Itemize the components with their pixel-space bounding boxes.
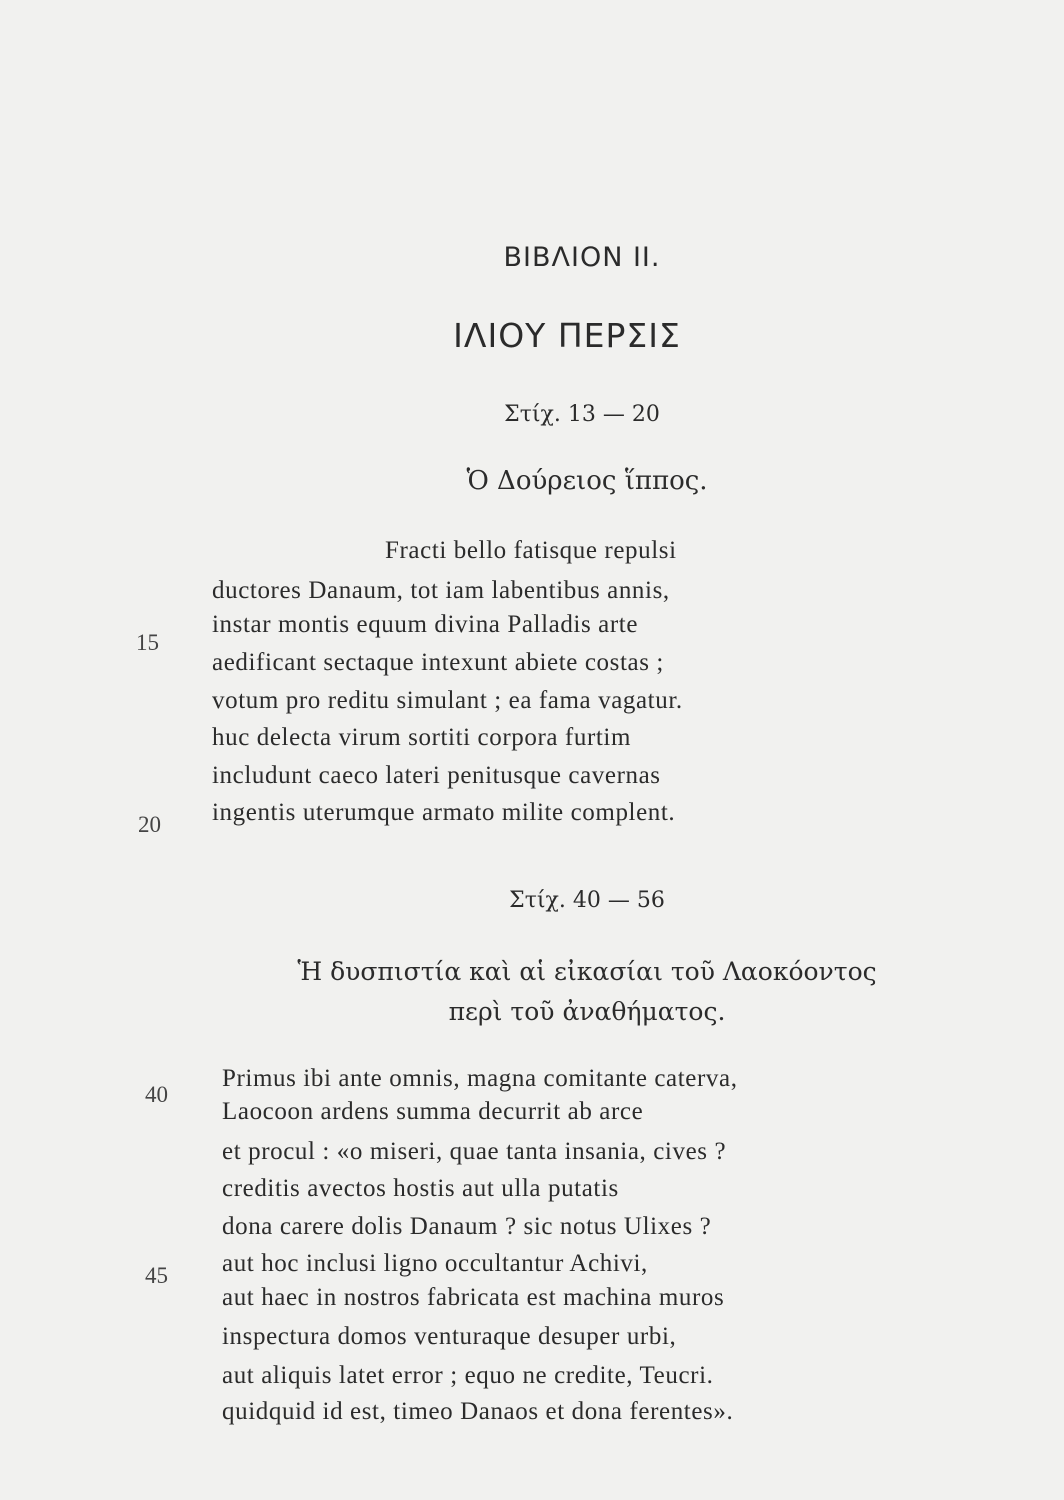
line-number: 40 — [145, 1082, 168, 1107]
verse-line: dona carere dolis Danaum ? sic notus Ulixes ? — [222, 1213, 712, 1240]
section-1-title: Ὁ Δούρειος ἵππος. — [466, 466, 708, 496]
verse-line: aut aliquis latet error ; equo ne credite, Teucri. — [222, 1362, 714, 1389]
line-number: 15 — [136, 630, 159, 655]
verse-line: aedificant sectaque intexunt abiete costas ; — [212, 649, 664, 676]
section-2-title — [0, 952, 1064, 1032]
verse-line: et procul : «o miseri, quae tanta insania, cives ? — [222, 1138, 727, 1165]
verse-line: inspectura domos venturaque desuper urbi, — [222, 1323, 677, 1350]
verse-line: Primus ibi ante omnis, magna comitante caterva, — [222, 1065, 738, 1092]
verse-line: quidquid id est, timeo Danaos et dona ferentes». — [222, 1398, 734, 1425]
line-number: 45 — [145, 1263, 168, 1288]
verse-line: includunt caeco lateri penitusque cavernas — [212, 762, 661, 789]
verse-line: Laocoon ardens summa decurrit ab arce — [222, 1098, 644, 1125]
section-1-verse-range: Στίχ. 13 — 20 — [504, 402, 660, 427]
section-2-verse-range: Στίχ. 40 — 56 — [509, 888, 665, 913]
book-title: ΒΙΒΛΙΟΝ II. — [503, 242, 661, 273]
line-number: 20 — [138, 812, 161, 837]
verse-line: aut haec in nostros fabricata est machina muros — [222, 1284, 725, 1311]
verse-line: Fracti bello fatisque repulsi — [385, 537, 677, 564]
verse-line: huc delecta virum sortiti corpora furtim — [212, 724, 632, 751]
verse-line: votum pro reditu simulant ; ea fama vagatur. — [212, 687, 683, 714]
verse-line: instar montis equum divina Palladis arte — [212, 611, 639, 638]
section-2-title-line-1: Ἡ δυσπιστία καὶ αἱ εἰκασίαι τοῦ Λαοκόοντος — [297, 957, 877, 986]
section-2-title-line-2: περὶ τοῦ ἀναθήματος. — [448, 997, 726, 1026]
verse-line: ingentis uterumque armato milite complent. — [212, 799, 676, 826]
verse-line: ductores Danaum, tot iam labentibus annis, — [212, 577, 670, 604]
book-subtitle: ΙΛΙΟΥ ΠΕΡΣΙΣ — [453, 316, 681, 355]
verse-line: aut hoc inclusi ligno occultantur Achivi, — [222, 1250, 648, 1277]
verse-line: creditis avectos hostis aut ulla putatis — [222, 1175, 619, 1202]
